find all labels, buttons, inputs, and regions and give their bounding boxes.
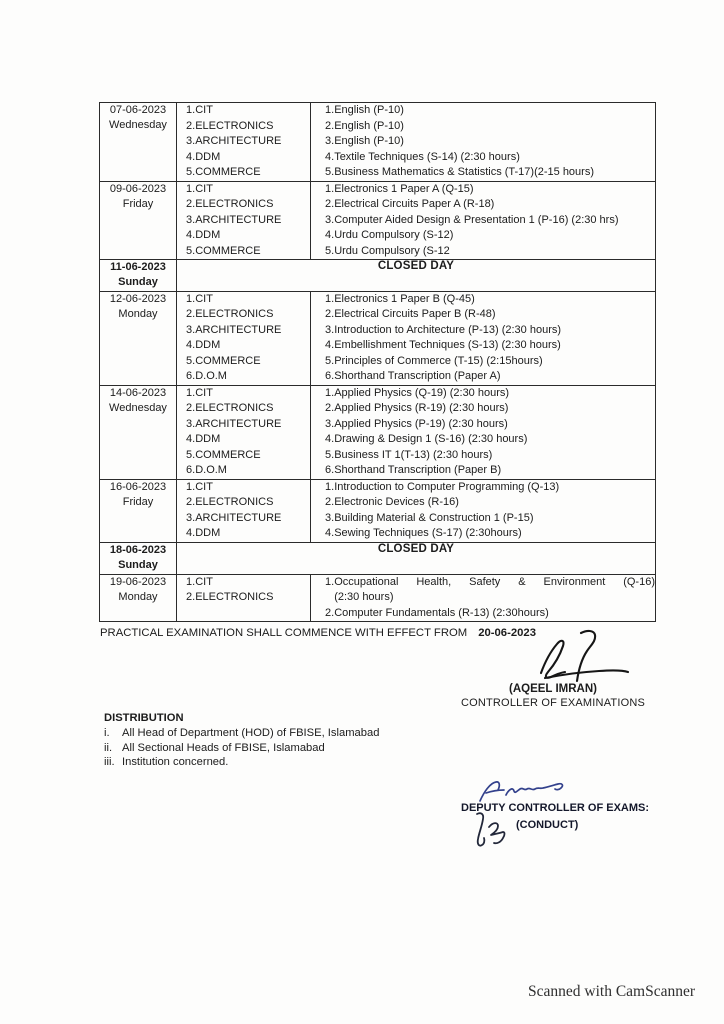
- controller-name: (AQEEL IMRAN): [509, 683, 597, 695]
- subject-number: 3.: [325, 323, 335, 336]
- program-name: ELECTRONICS: [195, 198, 274, 210]
- exam-schedule: [99, 102, 656, 622]
- program-item: [177, 182, 310, 198]
- subject-item: [311, 386, 655, 402]
- subject-name: [334, 244, 655, 260]
- conduct-signature-icon: [467, 811, 511, 849]
- date-cell: [100, 291, 177, 385]
- program-name: ELECTRONICS: [195, 496, 274, 509]
- program-name: ARCHITECTURE: [195, 213, 282, 226]
- table-row: [100, 260, 656, 292]
- subject-number: 1.: [325, 386, 335, 399]
- subject-name: [334, 119, 655, 135]
- subject-name: [334, 448, 655, 464]
- subject-number: 4.: [325, 150, 335, 163]
- subject-item: [311, 448, 655, 464]
- program-item: [177, 134, 310, 150]
- distribution-item: [104, 741, 379, 756]
- subject-line: Sewing Techniques (S-17) (2:30hours): [334, 527, 522, 540]
- exam-day: Friday: [122, 496, 154, 509]
- distribution-list: [104, 726, 379, 770]
- program-number: 1.: [186, 480, 196, 493]
- subject-number: 3.: [325, 135, 335, 147]
- subject-item: [311, 432, 655, 448]
- table-row: [100, 103, 656, 182]
- program-name: CIT: [195, 575, 213, 588]
- subject-name: [334, 228, 655, 244]
- program-number: 3.: [186, 135, 196, 147]
- program-item: [177, 526, 310, 542]
- exam-day: Sunday: [118, 276, 158, 289]
- deputy-title: DEPUTY CONTROLLER OF EXAMS:: [461, 802, 650, 814]
- subject-item: [311, 103, 655, 119]
- programs-cell: [177, 291, 311, 385]
- table-row: [100, 181, 656, 260]
- subject-line: Business Mathematics & Statistics (T-17)(2-15 hours): [334, 166, 594, 178]
- subject-item: [311, 463, 655, 479]
- subject-item: [311, 575, 655, 606]
- subject-line: Applied Physics (Q-19) (2:30 hours): [334, 386, 510, 399]
- subject-line: Electrical Circuits Paper B (R-48): [334, 308, 496, 321]
- camscanner-watermark: Scanned with CamScanner: [528, 983, 696, 1000]
- program-number: 2.: [186, 591, 196, 604]
- program-item: [177, 150, 310, 166]
- subject-number: 1.: [325, 182, 335, 195]
- program-name: DDM: [195, 339, 221, 352]
- subject-number: 1.: [325, 575, 335, 588]
- subject-item: [311, 150, 655, 166]
- subjects-cell: [311, 385, 656, 479]
- exam-date: 11-06-2023: [110, 261, 166, 273]
- subject-number: 4.: [325, 339, 335, 352]
- date-cell: [100, 260, 177, 292]
- program-name: DDM: [195, 433, 221, 446]
- subject-item: [311, 323, 655, 339]
- program-item: [177, 213, 310, 229]
- subjects-cell: [311, 103, 656, 182]
- program-name: DDM: [195, 150, 221, 163]
- distribution-number: ii.: [104, 741, 113, 754]
- program-name: CIT: [195, 480, 213, 493]
- exam-table-body: [100, 103, 656, 622]
- subject-number: 2.: [325, 402, 335, 415]
- distribution-number: iii.: [104, 756, 115, 769]
- program-number: 1.: [186, 182, 196, 195]
- program-item: [177, 323, 310, 339]
- subject-name: [334, 165, 655, 181]
- program-item: [177, 590, 310, 606]
- subject-name: [334, 182, 655, 198]
- practical-note: [100, 627, 536, 639]
- subject-line: Introduction to Architecture (P-13) (2:30 hours): [334, 323, 562, 336]
- subject-number: 5.: [325, 244, 335, 257]
- program-number: 3.: [186, 417, 196, 430]
- subject-line: (2:30 hours): [334, 591, 394, 604]
- subject-number: 1.: [325, 480, 335, 493]
- distribution-title: DISTRIBUTION: [104, 712, 184, 724]
- subject-line: Shorthand Transcription (Paper B): [334, 464, 502, 477]
- program-name: COMMERCE: [195, 166, 261, 178]
- subject-item: [311, 213, 655, 229]
- subject-line: Shorthand Transcription (Paper A): [334, 370, 501, 383]
- date-cell: [100, 542, 177, 574]
- exam-date: 12-06-2023: [109, 292, 167, 305]
- subject-name: [334, 354, 655, 370]
- program-name: COMMERCE: [195, 244, 261, 257]
- subject-number: 2.: [325, 606, 335, 619]
- subject-line: Electrical Circuits Paper A (R-18): [334, 198, 495, 210]
- distribution-section: [104, 711, 379, 770]
- subject-line: Electronics 1 Paper B (Q-45): [334, 292, 475, 305]
- program-item: [177, 338, 310, 354]
- program-item: [177, 197, 310, 213]
- date-cell: [100, 181, 177, 260]
- subject-line: Applied Physics (P-19) (2:30 hours): [334, 417, 508, 430]
- date-cell: [100, 103, 177, 182]
- program-name: COMMERCE: [195, 354, 261, 367]
- exam-day: Sunday: [118, 559, 158, 572]
- table-row: [100, 542, 656, 574]
- program-item: [177, 495, 310, 511]
- subject-item: [311, 480, 655, 496]
- subject-item: [311, 401, 655, 417]
- exam-day: Monday: [118, 308, 158, 321]
- program-name: DDM: [195, 229, 221, 241]
- program-number: 3.: [186, 511, 196, 524]
- subject-item: [311, 197, 655, 213]
- table-row: [100, 574, 656, 622]
- program-number: 3.: [186, 323, 196, 336]
- program-item: [177, 369, 310, 385]
- subject-item: [311, 244, 655, 260]
- program-name: ELECTRONICS: [195, 119, 274, 132]
- subject-line: Building Material & Construction 1 (P-15): [334, 511, 534, 524]
- programs-cell: [177, 479, 311, 542]
- exam-date: 09-06-2023: [109, 182, 167, 195]
- subject-name: [334, 323, 655, 339]
- subject-name: [334, 213, 655, 229]
- subject-number: 5.: [325, 448, 335, 461]
- subject-line: Urdu Compulsory (S-12): [334, 229, 454, 241]
- program-item: [177, 386, 310, 402]
- subject-number: 5.: [325, 166, 335, 178]
- program-name: CIT: [195, 182, 213, 195]
- subject-name: [334, 292, 655, 308]
- program-number: 1.: [186, 575, 196, 588]
- subject-name: [334, 463, 655, 479]
- subject-name: [334, 575, 655, 606]
- subject-line: English (P-10): [334, 119, 404, 132]
- program-number: 2.: [186, 308, 196, 321]
- program-name: ELECTRONICS: [195, 308, 274, 321]
- subject-name: [334, 307, 655, 323]
- closed-day-cell: CLOSED DAY: [177, 260, 656, 292]
- controller-title: CONTROLLER OF EXAMINATIONS: [460, 697, 646, 709]
- program-item: [177, 244, 310, 260]
- subject-number: 2.: [325, 308, 335, 321]
- subject-line: Embellishment Techniques (S-13) (2:30 hours): [334, 339, 561, 352]
- date-cell: [100, 479, 177, 542]
- program-number: 2.: [186, 402, 196, 415]
- program-number: 2.: [186, 198, 196, 210]
- subject-item: [311, 119, 655, 135]
- subject-name: [334, 511, 655, 527]
- subject-item: [311, 307, 655, 323]
- program-item: [177, 103, 310, 119]
- program-name: ARCHITECTURE: [195, 323, 282, 336]
- table-row: [100, 479, 656, 542]
- subject-line: English (P-10): [334, 104, 404, 116]
- subject-item: [311, 338, 655, 354]
- subject-item: [311, 354, 655, 370]
- program-number: 5.: [186, 448, 196, 461]
- subject-item: [311, 292, 655, 308]
- subject-item: [311, 511, 655, 527]
- subject-item: [311, 134, 655, 150]
- program-item: [177, 463, 310, 479]
- program-number: 3.: [186, 213, 196, 226]
- program-name: ELECTRONICS: [195, 402, 274, 415]
- program-number: 2.: [186, 496, 196, 509]
- subject-number: 4.: [325, 229, 335, 241]
- program-number: 5.: [186, 166, 196, 178]
- subject-line: English (P-10): [334, 135, 404, 147]
- program-number: 4.: [186, 150, 196, 163]
- practical-note-text: PRACTICAL EXAMINATION SHALL COMMENCE WITH EFFECT FROM: [100, 627, 468, 639]
- program-number: 5.: [186, 244, 196, 257]
- subject-line: Textile Techniques (S-14) (2:30 hours): [334, 150, 520, 163]
- program-number: 4.: [186, 433, 196, 446]
- subject-line: Business IT 1(T-13) (2:30 hours): [334, 448, 493, 461]
- exam-day: Wednesday: [109, 402, 167, 415]
- exam-date: 14-06-2023: [109, 386, 167, 399]
- program-item: [177, 511, 310, 527]
- subject-number: 4.: [325, 433, 335, 446]
- subject-item: [311, 228, 655, 244]
- subjects-cell: [311, 181, 656, 260]
- subject-name: [334, 369, 655, 385]
- program-name: ARCHITECTURE: [195, 511, 282, 524]
- program-name: ARCHITECTURE: [195, 417, 282, 430]
- exam-day: Friday: [122, 197, 154, 210]
- exam-schedule-table: [99, 102, 656, 622]
- subject-line: Principles of Commerce (T-15) (2:15hours): [334, 354, 543, 367]
- distribution-item: [104, 755, 379, 770]
- controller-block: [458, 682, 648, 711]
- subject-item: [311, 606, 655, 622]
- subject-line: Electronic Devices (R-16): [334, 496, 459, 509]
- program-number: 1.: [186, 386, 196, 399]
- programs-cell: [177, 181, 311, 260]
- exam-date: 19-06-2023: [109, 575, 167, 588]
- subject-name: [334, 386, 655, 402]
- subject-name: [334, 606, 655, 622]
- subject-name: [334, 495, 655, 511]
- program-number: 4.: [186, 339, 196, 352]
- program-number: 4.: [186, 229, 196, 241]
- program-name: ARCHITECTURE: [195, 135, 282, 147]
- subject-number: 5.: [325, 354, 335, 367]
- subject-line: Urdu Compulsory (S-12: [334, 244, 450, 257]
- closed-day-cell: CLOSED DAY: [177, 542, 656, 574]
- program-item: [177, 292, 310, 308]
- subject-name: [334, 103, 655, 119]
- subject-name: [334, 480, 655, 496]
- program-number: 2.: [186, 119, 196, 132]
- subject-item: [311, 165, 655, 181]
- subject-line: Introduction to Computer Programming (Q-13): [334, 480, 560, 493]
- subject-number: 1.: [325, 104, 335, 116]
- subject-item: [311, 526, 655, 542]
- program-item: [177, 448, 310, 464]
- conduct-label: (CONDUCT): [516, 819, 579, 831]
- subject-name: [334, 401, 655, 417]
- date-cell: [100, 574, 177, 622]
- subject-number: 6.: [325, 370, 335, 383]
- table-row: [100, 291, 656, 385]
- exam-date: 16-06-2023: [109, 480, 167, 493]
- subject-item: [311, 417, 655, 433]
- program-name: CIT: [195, 104, 213, 116]
- program-item: [177, 354, 310, 370]
- program-number: 1.: [186, 104, 196, 116]
- program-number: 1.: [186, 292, 196, 305]
- program-item: [177, 417, 310, 433]
- exam-date: 18-06-2023: [109, 543, 167, 556]
- exam-date: 07-06-2023: [109, 104, 167, 116]
- subject-line: Occupational Health, Safety & Environment (Q-16): [334, 575, 655, 588]
- subject-item: [311, 369, 655, 385]
- subject-number: 6.: [325, 464, 335, 477]
- subject-number: 4.: [325, 527, 335, 540]
- program-name: ELECTRONICS: [195, 591, 274, 604]
- distribution-text: Institution concerned.: [122, 756, 229, 769]
- program-number: 5.: [186, 354, 196, 367]
- subject-number: 3.: [325, 213, 335, 226]
- subject-name: [334, 417, 655, 433]
- subject-name: [334, 526, 655, 542]
- controller-signature-icon: [521, 629, 631, 687]
- subject-line: Computer Aided Design & Presentation 1 (P-16) (2:30 hrs): [334, 213, 619, 226]
- date-cell: [100, 385, 177, 479]
- program-number: 6.: [186, 464, 196, 477]
- distribution-item: [104, 726, 379, 741]
- subject-line: Electronics 1 Paper A (Q-15): [334, 182, 474, 195]
- subject-number: 3.: [325, 511, 335, 524]
- subject-number: 1.: [325, 292, 335, 305]
- distribution-text: All Head of Department (HOD) of FBISE, Islamabad: [122, 727, 380, 739]
- subject-line: Drawing & Design 1 (S-16) (2:30 hours): [334, 433, 528, 446]
- subject-name: [334, 150, 655, 166]
- program-number: 6.: [186, 370, 196, 383]
- program-item: [177, 480, 310, 496]
- program-name: D.O.M: [195, 464, 227, 477]
- exam-day: Monday: [118, 591, 158, 604]
- distribution-number: i.: [104, 727, 110, 739]
- subjects-cell: [311, 479, 656, 542]
- distribution-text: All Sectional Heads of FBISE, Islamabad: [122, 741, 325, 754]
- subject-number: 2.: [325, 198, 335, 210]
- subject-name: [334, 197, 655, 213]
- subject-line: Applied Physics (R-19) (2:30 hours): [334, 402, 509, 415]
- programs-cell: [177, 385, 311, 479]
- subject-number: 3.: [325, 417, 335, 430]
- subject-name: [334, 338, 655, 354]
- practical-date: 20-06-2023: [478, 627, 536, 639]
- subject-item: [311, 182, 655, 198]
- program-item: [177, 228, 310, 244]
- table-row: [100, 385, 656, 479]
- programs-cell: [177, 574, 311, 622]
- programs-cell: [177, 103, 311, 182]
- program-item: [177, 119, 310, 135]
- subjects-cell: [311, 291, 656, 385]
- subject-number: 2.: [325, 119, 335, 132]
- subject-item: [311, 495, 655, 511]
- program-name: D.O.M: [195, 370, 227, 383]
- program-item: [177, 401, 310, 417]
- subjects-cell: [311, 574, 656, 622]
- program-item: [177, 575, 310, 591]
- program-name: CIT: [195, 386, 213, 399]
- subject-name: [334, 432, 655, 448]
- subject-name: [334, 134, 655, 150]
- subject-line: Computer Fundamentals (R-13) (2:30hours): [334, 606, 549, 619]
- program-name: DDM: [195, 527, 221, 540]
- program-number: 4.: [186, 527, 196, 540]
- program-item: [177, 307, 310, 323]
- program-name: CIT: [195, 292, 213, 305]
- program-item: [177, 432, 310, 448]
- program-name: COMMERCE: [195, 448, 261, 461]
- subject-number: 2.: [325, 496, 335, 509]
- program-item: [177, 165, 310, 181]
- exam-day: Wednesday: [109, 119, 167, 132]
